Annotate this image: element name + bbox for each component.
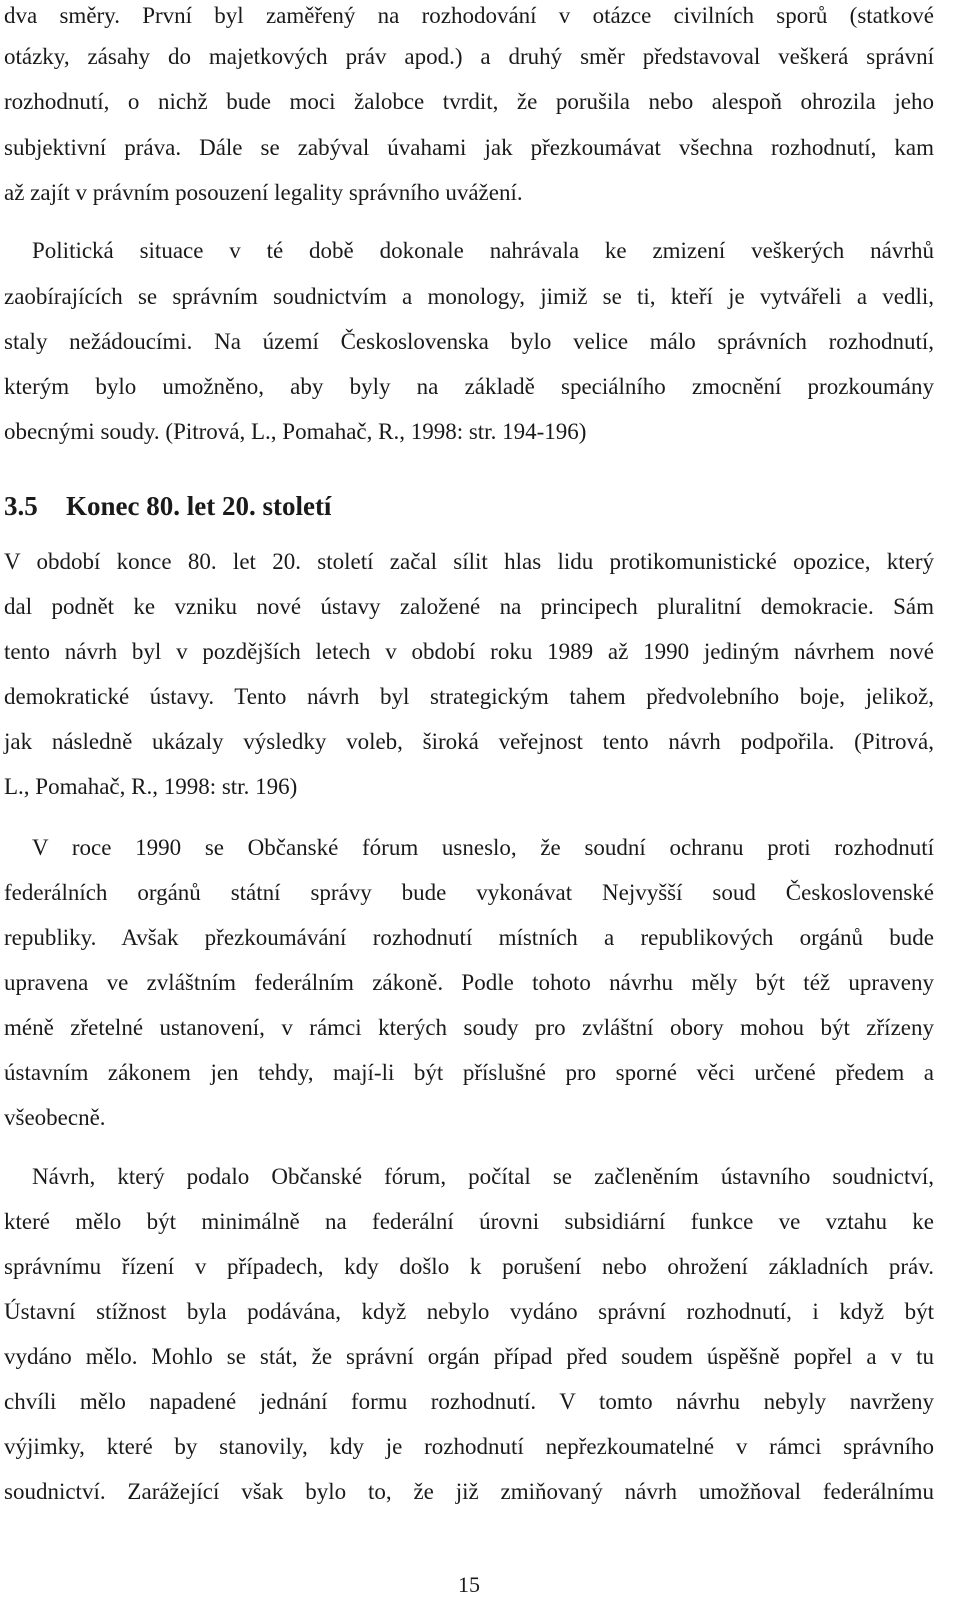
paragraph-line: Politická situace v té době dokonale nahrávala ke zmizení veškerých návrhů xyxy=(32,238,934,263)
paragraph-line: Ústavní stížnost byla podávána, když nebylo vydáno správní rozhodnutí, i když být xyxy=(4,1299,934,1324)
paragraph-line: dva směry. První byl zaměřený na rozhodování v otázce civilních sporů (statkové xyxy=(4,3,934,28)
paragraph-line: které mělo být minimálně na federální úrovni subsidiární funkce ve vztahu ke xyxy=(4,1209,934,1234)
section-title: Konec 80. let 20. století xyxy=(66,491,332,521)
section-number: 3.5 xyxy=(4,491,38,521)
paragraph-line: V roce 1990 se Občanské fórum usneslo, že soudní ochranu proti rozhodnutí xyxy=(32,835,934,860)
paragraph-line: dal podnět ke vzniku nové ústavy založené na principech pluralitní demokracie. Sám xyxy=(4,594,934,619)
paragraph-line: rozhodnutí, o nichž bude moci žalobce tvrdit, že porušila nebo alespoň ohrozila jeho xyxy=(4,89,934,114)
paragraph-line: tento návrh byl v pozdějších letech v období roku 1989 až 1990 jediným návrhem nové xyxy=(4,639,934,664)
paragraph-line: republiky. Avšak přezkoumávání rozhodnutí místních a republikových orgánů bude xyxy=(4,925,934,950)
paragraph-line: kterým bylo umožněno, aby byly na základě speciálního zmocnění prozkoumány xyxy=(4,374,934,399)
paragraph-line: soudnictví. Zarážející však bylo to, že již zmiňovaný návrh umožňoval federálnímu xyxy=(4,1479,934,1504)
paragraph-line: subjektivní práva. Dále se zabýval úvahami jak přezkoumávat všechna rozhodnutí, kam xyxy=(4,135,934,160)
paragraph-line: demokratické ústavy. Tento návrh byl strategickým tahem předvolebního boje, jelikož, xyxy=(4,684,934,709)
paragraph-line: vydáno mělo. Mohlo se stát, že správní orgán případ před soudem úspěšně popřel a v tu xyxy=(4,1344,934,1369)
paragraph-line: staly nežádoucími. Na území Československa bylo velice málo správních rozhodnutí, xyxy=(4,329,934,354)
paragraph-line: otázky, zásahy do majetkových práv apod.) a druhý směr představoval veškerá správní xyxy=(4,44,934,69)
page-number: 15 xyxy=(458,1572,480,1597)
paragraph-line: jak následně ukázaly výsledky voleb, široká veřejnost tento návrh podpořila. (Pitrová, xyxy=(4,729,934,754)
paragraph-line: všeobecně. xyxy=(4,1105,106,1130)
paragraph-line: V období konce 80. let 20. století začal sílit hlas lidu protikomunistické opozice, který xyxy=(4,549,934,574)
paragraph-line: méně zřetelné ustanovení, v rámci kterých soudy pro zvláštní obory mohou být zřízeny xyxy=(4,1015,934,1040)
paragraph-line: upravena ve zvláštním federálním zákoně. Podle tohoto návrhu měly být též upraveny xyxy=(4,970,934,995)
paragraph-line: chvíli mělo napadené jednání formu rozhodnutí. V tomto návrhu nebyly navrženy xyxy=(4,1389,934,1414)
paragraph-line: zaobírajících se správním soudnictvím a monology, jimiž se ti, kteří je vytvářeli a vedli, xyxy=(4,284,934,309)
paragraph-line: až zajít v právním posouzení legality správního uvážení. xyxy=(4,180,523,205)
paragraph-line: výjimky, které by stanovily, kdy je rozhodnutí nepřezkoumatelné v rámci správního xyxy=(4,1434,934,1459)
paragraph-line: správnímu řízení v případech, kdy došlo k porušení nebo ohrožení základních práv. xyxy=(4,1254,934,1279)
paragraph-line: obecnými soudy. (Pitrová, L., Pomahač, R., 1998: str. 194-196) xyxy=(4,419,587,444)
paragraph-line: L., Pomahač, R., 1998: str. 196) xyxy=(4,774,298,799)
paragraph-line: ústavním zákonem jen tehdy, mají-li být příslušné pro sporné věci určené předem a xyxy=(4,1060,934,1085)
paragraph-line: Návrh, který podalo Občanské fórum, počítal se začleněním ústavního soudnictví, xyxy=(32,1164,934,1189)
section-heading xyxy=(4,489,331,523)
paragraph-line: federálních orgánů státní správy bude vykonávat Nejvyšší soud Československé xyxy=(4,880,934,905)
